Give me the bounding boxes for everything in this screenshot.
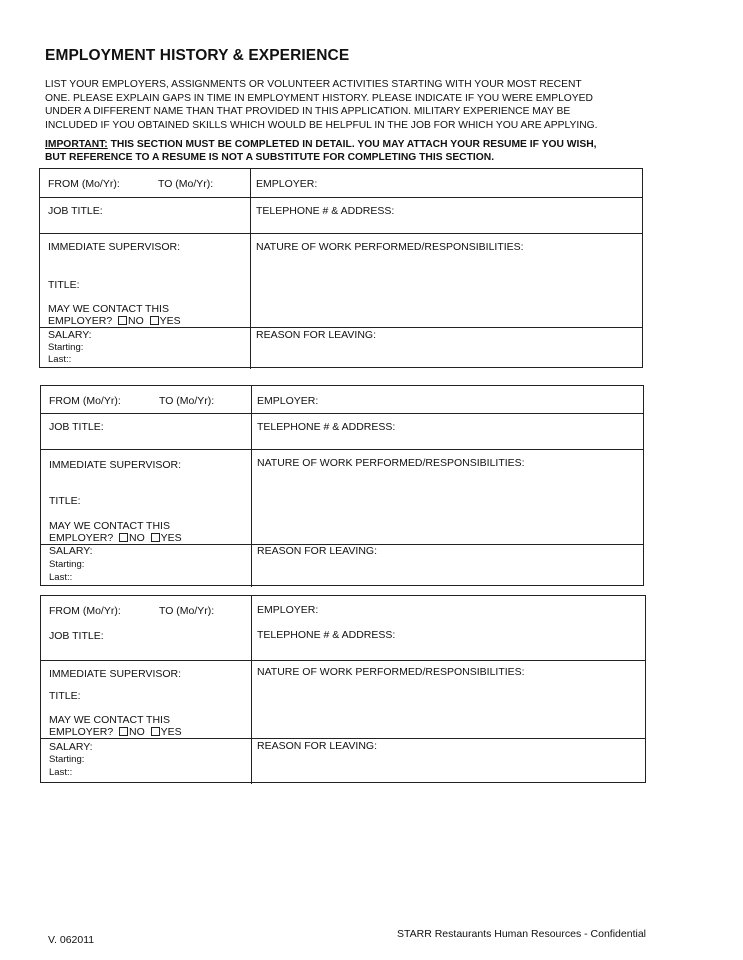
nature-of-work-label: NATURE OF WORK PERFORMED/RESPONSIBILITIES: [256, 241, 524, 253]
employer-label: EMPLOYER: [257, 395, 319, 407]
confidential-label: STARR Restaurants Human Resources - Confidential [397, 928, 646, 940]
yes-checkbox[interactable] [150, 316, 159, 325]
nature-of-work-label: NATURE OF WORK PERFORMED/RESPONSIBILITIES: [257, 666, 525, 678]
to-date-label: TO (Mo/Yr): [158, 178, 214, 190]
starting-salary-label: Starting: [48, 342, 84, 353]
contact-question-line-1: MAY WE CONTACT THIS [49, 714, 170, 726]
contact-question-line-2: EMPLOYER? [48, 315, 113, 327]
reason-for-leaving-label: REASON FOR LEAVING: [257, 545, 377, 557]
from-date-label: FROM (Mo/Yr): [48, 178, 120, 190]
yes-checkbox[interactable] [151, 533, 160, 542]
contact-question [49, 726, 182, 738]
from-date-label: FROM (Mo/Yr): [49, 395, 121, 407]
instructions-line-1: LIST YOUR EMPLOYERS, ASSIGNMENTS OR VOLUNTEER ACTIVITIES STARTING WITH YOUR MOST RECENT [45, 79, 582, 90]
reason-for-leaving-label: REASON FOR LEAVING: [257, 740, 377, 752]
no-label: NO [128, 315, 144, 327]
contact-question [49, 532, 182, 544]
yes-checkbox[interactable] [151, 727, 160, 736]
no-checkbox[interactable] [119, 533, 128, 542]
yes-label: YES [159, 315, 181, 327]
supervisor-label: IMMEDIATE SUPERVISOR: [49, 668, 182, 680]
telephone-address-label: TELEPHONE # & ADDRESS: [257, 421, 396, 433]
instructions [45, 78, 645, 132]
contact-question-line-2: EMPLOYER? [49, 532, 114, 544]
instructions-line-4: INCLUDED IF YOU OBTAINED SKILLS WHICH WOULD BE HELPFUL IN THE JOB FOR WHICH YOU ARE APPLYING. [45, 119, 598, 131]
page-title: EMPLOYMENT HISTORY & EXPERIENCE [45, 47, 350, 64]
employment-record-3 [40, 595, 646, 783]
job-title-label: JOB TITLE: [49, 421, 104, 433]
telephone-address-label: TELEPHONE # & ADDRESS: [256, 205, 395, 217]
employer-label: EMPLOYER: [257, 604, 319, 616]
title-label: TITLE: [49, 690, 81, 702]
no-label: NO [129, 726, 145, 738]
employment-record-1 [39, 168, 643, 368]
starting-salary-label: Starting: [49, 559, 85, 570]
starting-salary-label: Starting: [49, 754, 85, 765]
contact-question-line-1: MAY WE CONTACT THIS [49, 520, 170, 532]
important-notice [45, 139, 665, 164]
no-checkbox[interactable] [118, 316, 127, 325]
supervisor-label: IMMEDIATE SUPERVISOR: [49, 459, 182, 471]
reason-for-leaving-label: REASON FOR LEAVING: [256, 329, 376, 341]
instructions-line-3: UNDER A DIFFERENT NAME THAN THAT PROVIDED IN THIS APPLICATION. MILITARY EXPERIENCE MAY BE [45, 106, 571, 117]
instructions-line-2: ONE. PLEASE EXPLAIN GAPS IN TIME IN EMPLOYMENT HISTORY. PLEASE INDICATE IF YOU WERE EMPLOYED [45, 92, 593, 104]
employment-record-2 [40, 385, 644, 586]
title-label: TITLE: [49, 495, 81, 507]
no-checkbox[interactable] [119, 727, 128, 736]
salary-label: SALARY: [49, 545, 93, 557]
important-label: IMPORTANT: [45, 139, 108, 150]
important-text-1: THIS SECTION MUST BE COMPLETED IN DETAIL. YOU MAY ATTACH YOUR RESUME IF YOU WISH, [107, 139, 597, 150]
job-title-label: JOB TITLE: [49, 630, 104, 642]
nature-of-work-label: NATURE OF WORK PERFORMED/RESPONSIBILITIES: [257, 457, 525, 469]
no-label: NO [129, 532, 145, 544]
to-date-label: TO (Mo/Yr): [159, 395, 215, 407]
salary-label: SALARY: [49, 741, 93, 753]
contact-question [48, 315, 181, 327]
contact-question-line-1: MAY WE CONTACT THIS [48, 303, 169, 315]
yes-label: YES [160, 726, 182, 738]
telephone-address-label: TELEPHONE # & ADDRESS: [257, 629, 396, 641]
last-salary-label: Last:: [48, 354, 72, 365]
to-date-label: TO (Mo/Yr): [159, 605, 215, 617]
last-salary-label: Last:: [49, 572, 73, 583]
salary-label: SALARY: [48, 329, 92, 341]
version-label: V. 062011 [48, 934, 95, 946]
supervisor-label: IMMEDIATE SUPERVISOR: [48, 241, 181, 253]
contact-question-line-2: EMPLOYER? [49, 726, 114, 738]
last-salary-label: Last:: [49, 767, 73, 778]
job-title-label: JOB TITLE: [48, 205, 103, 217]
title-label: TITLE: [48, 279, 80, 291]
important-text-2: BUT REFERENCE TO A RESUME IS NOT A SUBSTITUTE FOR COMPLETING THIS SECTION. [45, 151, 495, 163]
employer-label: EMPLOYER: [256, 178, 318, 190]
yes-label: YES [160, 532, 182, 544]
from-date-label: FROM (Mo/Yr): [49, 605, 121, 617]
